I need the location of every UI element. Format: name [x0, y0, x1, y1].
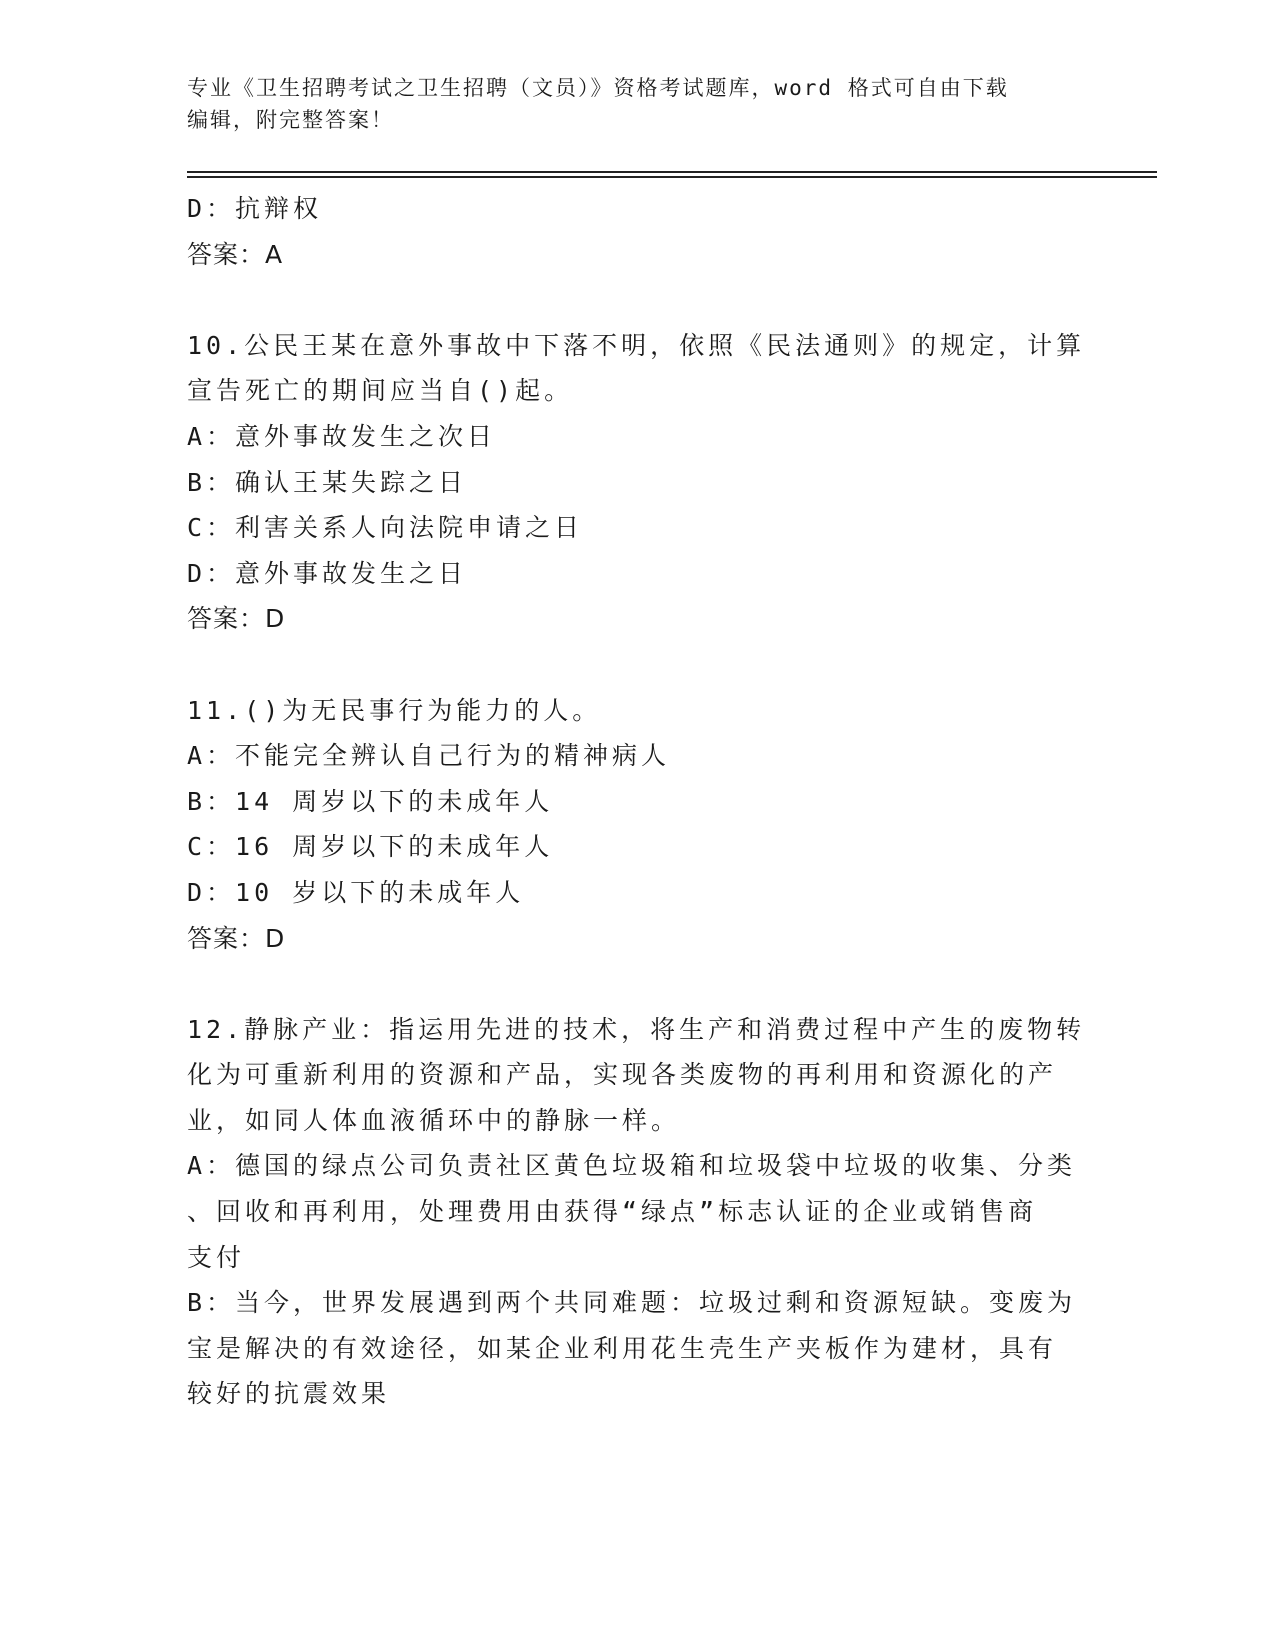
q10-stem-line-2: 宣告死亡的期间应当自()起。: [187, 376, 574, 406]
q12-option-a-line-2: 、回收和再利用，处理费用由获得“绿点”标志认证的企业或销售商: [187, 1197, 1038, 1227]
spacer: [187, 277, 1087, 323]
q11-option-d: D：10 岁以下的未成年人: [187, 877, 525, 907]
header-divider-bottom: [187, 176, 1157, 178]
q11-answer: 答案：D: [187, 923, 286, 953]
q12-stem-line-2: 化为可重新利用的资源和产品，实现各类废物的再利用和资源化的产: [187, 1060, 1058, 1090]
question-11: [187, 688, 1087, 962]
q12-option-b-line-2: 宝是解决的有效途径，如某企业利用花生壳生产夹板作为建材，具有: [187, 1333, 1058, 1363]
q10-stem-line-1: 10.公民王某在意外事故中下落不明，依照《民法通则》的规定，计算: [187, 330, 1086, 360]
document-header: [187, 72, 1067, 136]
q11-option-b: B：14 周岁以下的未成年人: [187, 786, 554, 816]
q10-option-c: C：利害关系人向法院申请之日: [187, 513, 584, 543]
q12-stem-line-1: 12.静脉产业：指运用先进的技术，将生产和消费过程中产生的废物转: [187, 1014, 1086, 1044]
header-line-2: 编辑，附完整答案！: [187, 108, 394, 132]
q12-option-a-line-1: A：德国的绿点公司负责社区黄色垃圾箱和垃圾袋中垃圾的收集、分类: [187, 1151, 1077, 1181]
prev-option-d: D：抗辩权: [187, 194, 323, 223]
q12-stem-line-3: 业，如同人体血液循环中的静脉一样。: [187, 1105, 681, 1135]
q10-option-a: A：意外事故发生之次日: [187, 421, 497, 451]
q10-answer: 答案：D: [187, 604, 286, 634]
q12-option-b-line-3: 较好的抗震效果: [187, 1379, 391, 1409]
spacer: [187, 642, 1087, 688]
question-12: [187, 1007, 1087, 1417]
q11-option-c: C：16 周岁以下的未成年人: [187, 832, 554, 862]
q12-option-b-line-1: B：当今，世界发展遇到两个共同难题：垃圾过剩和资源短缺。变废为: [187, 1288, 1077, 1318]
header-line-1: 专业《卫生招聘考试之卫生招聘（文员）》资格考试题库，word 格式可自由下载: [187, 76, 1009, 100]
q11-option-a: A：不能完全辨认自己行为的精神病人: [187, 741, 671, 771]
q11-stem-line-1: 11.()为无民事行为能力的人。: [187, 695, 602, 725]
header-divider-top: [187, 171, 1157, 173]
spacer: [187, 961, 1087, 1007]
prev-answer: 答案：A: [187, 239, 284, 269]
q10-option-d: D：意外事故发生之日: [187, 558, 468, 588]
question-content: [187, 186, 1087, 1417]
question-10: [187, 323, 1087, 642]
q10-option-b: B：确认王某失踪之日: [187, 467, 468, 497]
q12-option-a-line-3: 支付: [187, 1242, 246, 1272]
